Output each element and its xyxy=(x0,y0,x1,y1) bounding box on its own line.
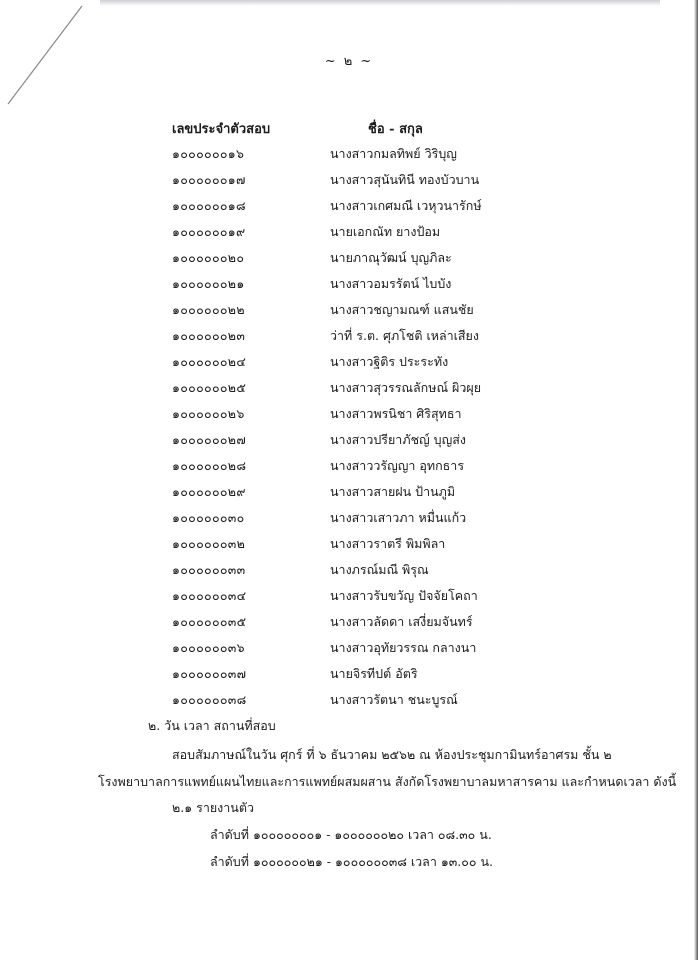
candidate-name: นางสาวพรนิชา ศิริสุทธา xyxy=(330,406,462,421)
candidate-name: ว่าที่ ร.ต. ศุภโชติ เหล่าเสียง xyxy=(330,328,479,343)
table-row xyxy=(0,556,698,582)
candidate-id: ๑๐๐๐๐๐๐๒๗ xyxy=(172,432,247,447)
candidate-id: ๑๐๐๐๐๐๐๑๙ xyxy=(172,224,246,239)
candidate-id: ๑๐๐๐๐๐๐๓๕ xyxy=(172,614,247,629)
candidate-name: นางสาวกมลทิพย์ วิริบุญ xyxy=(330,146,457,161)
exam-date-line: สอบสัมภาษณ์ในวัน ศุกร์ ที่ ๖ ธันวาคม ๒๕๖๒ ณ ห้องประชุมกามินทร์อาศรม ชั้น ๒ xyxy=(172,747,612,762)
candidate-id: ๑๐๐๐๐๐๐๓๘ xyxy=(172,692,247,707)
candidate-name: นางภรณ์มณี พิรุณ xyxy=(330,562,429,577)
subsection-heading: ๒.๑ รายงานตัว xyxy=(172,800,254,815)
table-row xyxy=(0,504,698,530)
table-row xyxy=(0,140,698,166)
candidate-name: นางสาวสุวรรณลักษณ์ ผิวผุย xyxy=(330,380,482,395)
candidate-id: ๑๐๐๐๐๐๐๓๓ xyxy=(172,562,246,577)
candidate-name: นางสาววรัญญา อุทกธาร xyxy=(330,458,465,473)
candidate-name: นางสาวรัตนา ชนะบูรณ์ xyxy=(330,692,458,707)
candidate-id: ๑๐๐๐๐๐๐๒๒ xyxy=(172,302,245,317)
table-row xyxy=(0,322,698,348)
table-row xyxy=(0,582,698,608)
candidate-name: นางสาวอุทัยวรรณ กลางนา xyxy=(330,640,477,655)
page-number: ~ ๒ ~ xyxy=(324,54,374,69)
candidate-name: นางสาวสายฝน ป้านภูมิ xyxy=(330,484,456,499)
schedule-line-2: ลำดับที่ ๑๐๐๐๐๐๐๒๑ - ๑๐๐๐๐๐๐๓๘ เวลา ๑๓.๐๐ น. xyxy=(210,854,494,869)
candidate-id: ๑๐๐๐๐๐๐๓๔ xyxy=(172,588,247,603)
candidate-name: นางสาวชญามณฑ์ แสนชัย xyxy=(330,302,474,317)
table-row xyxy=(0,374,698,400)
candidate-id: ๑๐๐๐๐๐๐๑๖ xyxy=(172,146,245,161)
candidate-name: นางสาวฐิติร ประระทัง xyxy=(330,354,449,369)
candidate-id: ๑๐๐๐๐๐๐๑๘ xyxy=(172,198,246,213)
candidate-id: ๑๐๐๐๐๐๐๒๙ xyxy=(172,484,246,499)
table-row xyxy=(0,348,698,374)
candidate-name: นางสาวอมรรัตน์ ไบบัง xyxy=(330,276,452,291)
section-heading: ๒. วัน เวลา สถานที่สอบ xyxy=(148,718,276,733)
candidate-id: ๑๐๐๐๐๐๐๒๑ xyxy=(172,276,245,291)
column-header-name: ชื่อ - สกุล xyxy=(368,122,423,137)
table-row xyxy=(0,166,698,192)
candidate-name: นางสาวราตรี พิมพิลา xyxy=(330,536,446,551)
candidate-name: นางสาวเสาวภา หมื่นแก้ว xyxy=(330,510,467,525)
schedule-line-1: ลำดับที่ ๑๐๐๐๐๐๐๐๑ - ๑๐๐๐๐๐๐๒๐ เวลา ๐๘.๓๐ น. xyxy=(210,827,492,842)
candidate-list xyxy=(0,140,698,712)
candidate-name: นางสาวเกศมณี เวหุวนารักษ์ xyxy=(330,198,482,213)
candidate-id: ๑๐๐๐๐๐๐๓๖ xyxy=(172,640,245,655)
candidate-id: ๑๐๐๐๐๐๐๒๐ xyxy=(172,250,245,265)
table-row xyxy=(0,426,698,452)
table-row xyxy=(0,686,698,712)
table-row xyxy=(0,608,698,634)
candidate-id: ๑๐๐๐๐๐๐๑๗ xyxy=(172,172,246,187)
candidate-id: ๑๐๐๐๐๐๐๒๓ xyxy=(172,328,246,343)
candidate-id: ๑๐๐๐๐๐๐๓๒ xyxy=(172,536,246,551)
candidate-id: ๑๐๐๐๐๐๐๒๕ xyxy=(172,380,247,395)
candidate-name: นางสาวรับขวัญ ปัจจัยโคถา xyxy=(330,588,478,603)
candidate-id: ๑๐๐๐๐๐๐๓๐ xyxy=(172,510,245,525)
table-row xyxy=(0,192,698,218)
table-row xyxy=(0,530,698,556)
table-row xyxy=(0,452,698,478)
scan-top-edge xyxy=(100,0,660,6)
candidate-name: นางสาวปรียาภัชญ์ บุญส่ง xyxy=(330,432,466,447)
table-row xyxy=(0,218,698,244)
candidate-id: ๑๐๐๐๐๐๐๓๗ xyxy=(172,666,247,681)
candidate-id: ๑๐๐๐๐๐๐๒๖ xyxy=(172,406,245,421)
table-row xyxy=(0,400,698,426)
table-row xyxy=(0,634,698,660)
candidate-name: นายจิรทีปต์ อัตริ xyxy=(330,666,418,681)
table-row xyxy=(0,244,698,270)
candidate-name: นางสาวลัดดา เสงี่ยมจันทร์ xyxy=(330,614,473,629)
table-row xyxy=(0,660,698,686)
table-row xyxy=(0,296,698,322)
exam-location-line: โรงพยาบาลการแพทย์แผนไทยและการแพทย์ผสมผสาน สังกัดโรงพยาบาลมหาสารคาม และกำหนดเวลา ดังนี้ xyxy=(98,774,677,789)
candidate-id: ๑๐๐๐๐๐๐๒๔ xyxy=(172,354,247,369)
column-header-id: เลขประจำตัวสอบ xyxy=(172,122,271,137)
table-row xyxy=(0,270,698,296)
candidate-name: นายภาณุวัฒน์ บุญภิละ xyxy=(330,250,452,265)
candidate-name: นางสาวสุนันทินี ทองบัวบาน xyxy=(330,172,480,187)
candidate-id: ๑๐๐๐๐๐๐๒๘ xyxy=(172,458,247,473)
candidate-name: นายเอกณัท ยางป้อม xyxy=(330,224,441,239)
table-row xyxy=(0,478,698,504)
